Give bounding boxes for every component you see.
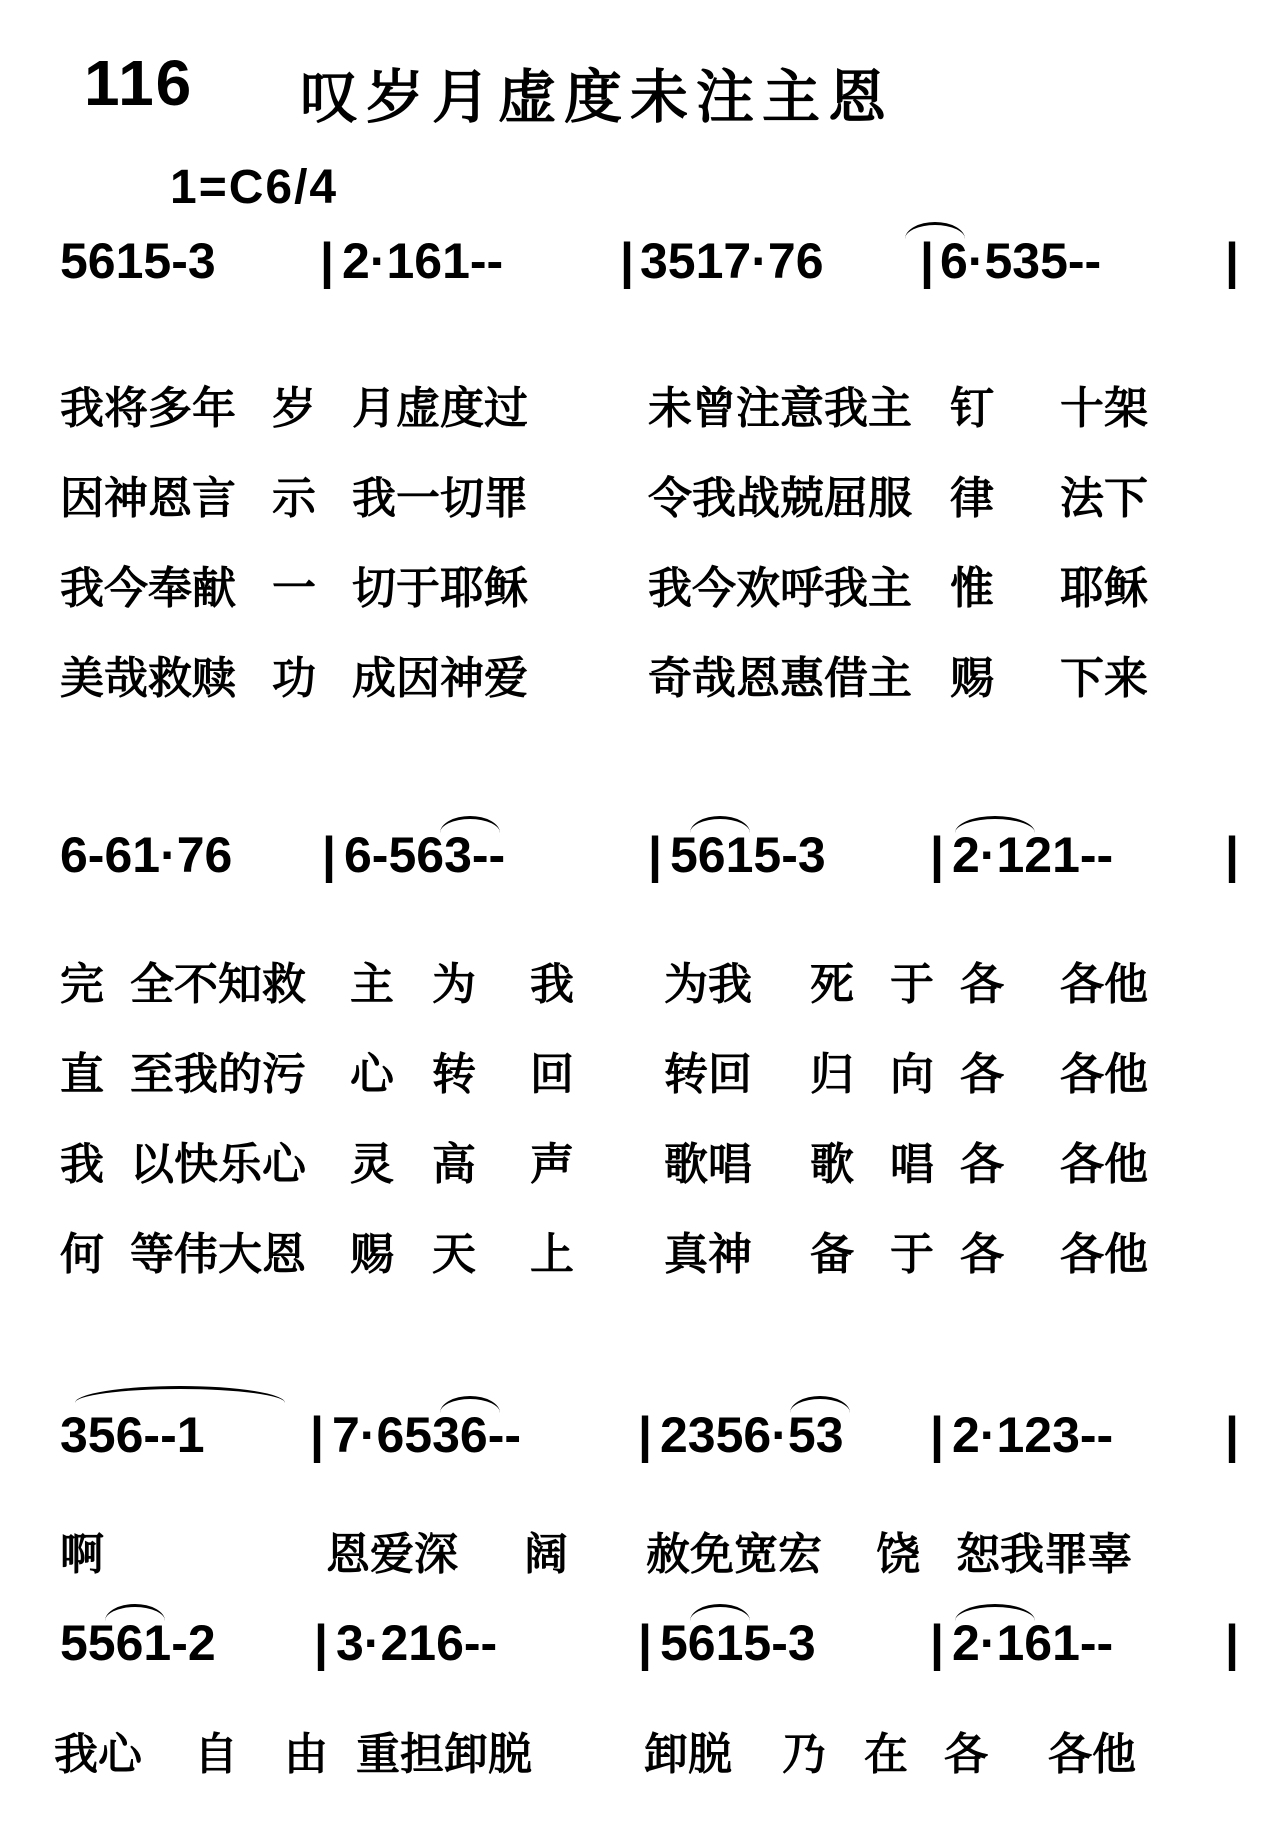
slur xyxy=(690,816,750,833)
lyric-word: 以快乐心 xyxy=(130,1139,306,1190)
hymn-number: 116 xyxy=(84,47,194,119)
slur xyxy=(955,816,1035,833)
barline: | xyxy=(320,233,334,289)
lyric-word: 心 xyxy=(350,1049,394,1100)
measure: 5615-3 xyxy=(60,233,216,289)
slur xyxy=(790,1396,850,1413)
lyric-word: 乃 xyxy=(782,1729,826,1780)
lyric-word: 何 xyxy=(60,1229,104,1280)
lyric-word: 歌 xyxy=(810,1139,854,1190)
lyric-word: 律 xyxy=(950,473,994,524)
barline: | xyxy=(1225,1407,1239,1463)
lyric-word: 恕我罪辜 xyxy=(956,1529,1132,1580)
lyric-word: 声 xyxy=(530,1139,574,1190)
lyric-word: 我 xyxy=(60,1139,104,1190)
lyric-word: 钉 xyxy=(950,383,994,434)
key-signature: 1=C6/4 xyxy=(170,161,339,214)
barline: | xyxy=(930,827,944,883)
lyric-word: 等伟大恩 xyxy=(130,1229,306,1280)
slur xyxy=(440,1396,500,1413)
lyric-word: 我今奉献 xyxy=(60,563,236,614)
measure: 3517·76 xyxy=(640,233,824,289)
lyric-word: 死 xyxy=(810,959,854,1010)
measure: 3·216-- xyxy=(336,1615,498,1671)
barline: | xyxy=(648,827,662,883)
lyric-word: 各他 xyxy=(1060,1139,1148,1190)
measure: 5561-2 xyxy=(60,1615,216,1671)
lyric-word: 于 xyxy=(890,1229,934,1280)
barline: | xyxy=(930,1407,944,1463)
lyric-word: 向 xyxy=(890,1049,934,1100)
lyric-word: 至我的污 xyxy=(130,1049,306,1100)
lyric-word: 回 xyxy=(530,1049,574,1100)
barline: | xyxy=(638,1407,652,1463)
lyric-word: 完 xyxy=(60,959,104,1010)
lyric-line xyxy=(60,1218,1220,1278)
barline: | xyxy=(1225,827,1239,883)
lyric-word: 备 xyxy=(810,1229,854,1280)
notation-line xyxy=(60,826,1240,896)
lyric-word: 示 xyxy=(272,473,316,524)
lyric-word: 惟 xyxy=(950,563,994,614)
lyric-word: 唱 xyxy=(890,1139,934,1190)
lyric-word: 自 xyxy=(194,1729,238,1780)
lyric-word: 为 xyxy=(432,959,476,1010)
barline: | xyxy=(314,1615,328,1671)
lyric-word: 岁 xyxy=(272,383,316,434)
lyric-line xyxy=(60,462,1220,522)
lyric-word: 耶稣 xyxy=(1060,563,1148,614)
slur xyxy=(105,1604,165,1621)
lyric-word: 我一切罪 xyxy=(352,473,528,524)
lyric-word: 归 xyxy=(810,1049,854,1100)
measure: 6-61·76 xyxy=(60,827,233,883)
slur xyxy=(690,1604,750,1621)
measure: 2356·53 xyxy=(660,1407,844,1463)
lyric-word: 赦免宽宏 xyxy=(646,1529,822,1580)
lyric-word: 为我 xyxy=(664,959,752,1010)
lyric-word: 我 xyxy=(530,959,574,1010)
measure: 2·161-- xyxy=(342,233,504,289)
measure: 7·6536-- xyxy=(332,1407,521,1463)
lyric-word: 成因神爱 xyxy=(352,653,528,704)
lyric-word: 在 xyxy=(864,1729,908,1780)
lyric-word: 我心 xyxy=(54,1729,142,1780)
lyric-word: 各 xyxy=(944,1729,988,1780)
lyric-word: 啊 xyxy=(60,1529,104,1580)
lyric-word: 真神 xyxy=(664,1229,752,1280)
lyric-line xyxy=(54,1718,1214,1778)
lyric-word: 月虚度过 xyxy=(352,383,528,434)
lyric-word: 重担卸脱 xyxy=(356,1729,532,1780)
notation-line xyxy=(60,1406,1240,1476)
lyric-line xyxy=(60,372,1220,432)
lyric-word: 功 xyxy=(272,653,316,704)
lyric-word: 主 xyxy=(350,959,394,1010)
lyric-word: 法下 xyxy=(1060,473,1148,524)
slur xyxy=(955,1604,1035,1621)
lyric-word: 转回 xyxy=(664,1049,752,1100)
lyric-word: 美哉救赎 xyxy=(60,653,236,704)
lyric-line xyxy=(60,1038,1220,1098)
lyric-word: 转 xyxy=(432,1049,476,1100)
lyric-word: 我今欢呼我主 xyxy=(648,563,912,614)
lyric-word: 赐 xyxy=(350,1229,394,1280)
lyric-line xyxy=(60,642,1220,702)
lyric-word: 各 xyxy=(960,1049,1004,1100)
lyric-word: 各他 xyxy=(1060,1049,1148,1100)
lyric-word: 直 xyxy=(60,1049,104,1100)
measure: 6-563-- xyxy=(344,827,506,883)
lyric-word: 各他 xyxy=(1048,1729,1136,1780)
lyric-line xyxy=(60,552,1220,612)
lyric-word: 灵 xyxy=(350,1139,394,1190)
barline: | xyxy=(1225,1615,1239,1671)
measure: 5615-3 xyxy=(660,1615,816,1671)
measure: 2·121-- xyxy=(952,827,1114,883)
lyric-line xyxy=(60,1128,1220,1188)
barline: | xyxy=(1225,233,1239,289)
lyric-word: 一 xyxy=(272,563,316,614)
lyric-word: 各 xyxy=(960,1139,1004,1190)
lyric-word: 于 xyxy=(890,959,934,1010)
notation-line xyxy=(60,1614,1240,1684)
lyric-word: 饶 xyxy=(876,1529,920,1580)
lyric-word: 十架 xyxy=(1060,383,1148,434)
lyric-line xyxy=(60,948,1220,1008)
lyric-word: 下来 xyxy=(1060,653,1148,704)
measure: 356--1 xyxy=(60,1407,205,1463)
barline: | xyxy=(638,1615,652,1671)
slur xyxy=(440,816,500,833)
slur xyxy=(75,1386,285,1403)
measure: 2·123-- xyxy=(952,1407,1114,1463)
lyric-word: 由 xyxy=(284,1729,328,1780)
barline: | xyxy=(920,233,934,289)
lyric-word: 天 xyxy=(432,1229,476,1280)
lyric-word: 奇哉恩惠借主 xyxy=(648,653,912,704)
measure: 6·535-- xyxy=(940,233,1102,289)
lyric-word: 因神恩言 xyxy=(60,473,236,524)
barline: | xyxy=(310,1407,324,1463)
lyric-word: 令我战兢屈服 xyxy=(648,473,912,524)
lyric-word: 歌唱 xyxy=(664,1139,752,1190)
lyric-line xyxy=(60,1518,1220,1578)
lyric-word: 上 xyxy=(530,1229,574,1280)
lyric-word: 高 xyxy=(432,1139,476,1190)
hymn-title: 叹岁月虚度未注主恩 xyxy=(300,63,895,131)
lyric-word: 恩爱深 xyxy=(326,1529,458,1580)
lyric-word: 阔 xyxy=(524,1529,568,1580)
measure: 5615-3 xyxy=(670,827,826,883)
lyric-word: 各 xyxy=(960,959,1004,1010)
barline: | xyxy=(930,1615,944,1671)
lyric-word: 赐 xyxy=(950,653,994,704)
barline: | xyxy=(322,827,336,883)
lyric-word: 各 xyxy=(960,1229,1004,1280)
lyric-word: 切于耶稣 xyxy=(352,563,528,614)
notation-line xyxy=(60,232,1240,302)
lyric-word: 卸脱 xyxy=(644,1729,732,1780)
lyric-word: 我将多年 xyxy=(60,383,236,434)
slur xyxy=(905,222,965,239)
lyric-word: 全不知救 xyxy=(130,959,306,1010)
barline: | xyxy=(620,233,634,289)
lyric-word: 各他 xyxy=(1060,1229,1148,1280)
measure: 2·161-- xyxy=(952,1615,1114,1671)
lyric-word: 未曾注意我主 xyxy=(648,383,912,434)
lyric-word: 各他 xyxy=(1060,959,1148,1010)
